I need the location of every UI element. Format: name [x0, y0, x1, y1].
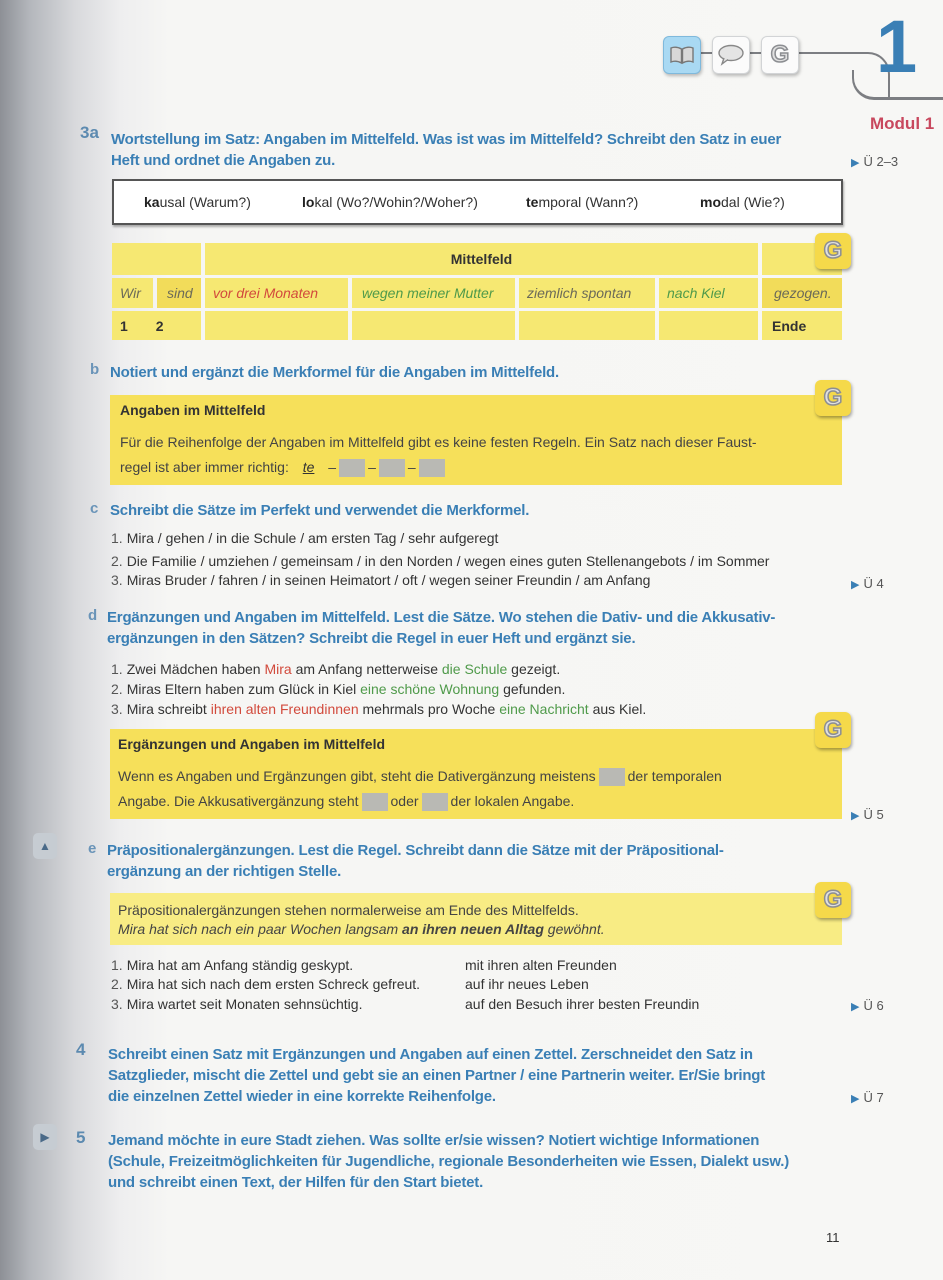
task-label-b: b [90, 361, 100, 378]
list-item: 1. Zwei Mädchen haben Mira am Anfang netterweise die Schule gezeigt. [111, 661, 561, 677]
play-triangle-icon: ▶ [851, 157, 860, 169]
adverbial-types-legend [112, 179, 843, 225]
list-item: 3. Mira wartet seit Monaten sehnsüchtig. [111, 996, 363, 1012]
table-cell [205, 311, 348, 340]
legend-lokal: lokal (Wo?/Wohin?/Woher?) [302, 194, 478, 210]
table-cell-end: Ende [762, 311, 842, 340]
grammar-badge-icon: G [815, 882, 851, 918]
table-cell-modal: ziemlich spontan [519, 278, 655, 308]
formula-line: regel ist aber immer richtig: te – – – [120, 459, 448, 477]
grammar-rule-box: Angaben im Mittelfeld Für die Reihenfolge der Angaben im Mittelfeld gibt es keine festen Regeln. Ein Satz nach dieser Faust- regel ist aber immer richtig: te – – – [110, 395, 842, 485]
table-cell [519, 311, 655, 340]
task-3b-title: Notiert und ergänzt die Merkformel für die Angaben im Mittelfeld. [110, 364, 559, 381]
rule-blank[interactable] [422, 793, 448, 811]
list-item: 2. Die Familie / umziehen / gemeinsam / in den Norden / wegen eines guten Stellenangebots / im Sommer [111, 553, 770, 569]
page-number: 11 [826, 1230, 840, 1245]
rule-blank[interactable] [599, 768, 625, 786]
task-label-e: e [88, 840, 97, 857]
grammar-badge-icon: G [815, 380, 851, 416]
list-item: 1. Mira hat am Anfang ständig geskypt. [111, 957, 354, 973]
formula-blank[interactable] [379, 459, 405, 477]
play-triangle-icon: ▶ [851, 1093, 860, 1105]
table-cell-lokal: nach Kiel [659, 278, 758, 308]
exercise-ref-link[interactable]: ▶ Ü 2–3 [851, 154, 899, 169]
table-cell [352, 311, 515, 340]
formula-answer-te: te [302, 459, 315, 475]
exercise-ref-link[interactable]: ▶ Ü 7 [851, 1090, 884, 1105]
list-item: 3. Miras Bruder / fahren / in seinen Heimatort / oft / wegen seiner Freundin / am Anfang [111, 572, 651, 588]
rule-blank[interactable] [362, 793, 388, 811]
task-3e-title: Präpositionalergänzungen. Lest die Regel. Schreibt dann die Sätze mit der Präpositional- ergänzung an der richtigen Stelle. [107, 842, 724, 880]
table-cell-kausal: wegen meiner Mutter [352, 278, 515, 308]
exercise-ref-link[interactable]: ▶ Ü 6 [851, 998, 884, 1013]
table-cell-position-1-2: 1 2 [112, 311, 201, 340]
chapter-number: 1 [876, 5, 918, 88]
list-item-prep: auf den Besuch ihrer besten Freundin [465, 996, 700, 1012]
table-header-mittelfeld: Mittelfeld [205, 243, 758, 275]
task-4-text: Schreibt einen Satz mit Ergänzungen und Angaben auf einen Zettel. Zerschneidet den Satz in Satzglieder, mischt die Zettel und gebt sie an einen Partner / eine Partnerin weiter. Er/Sie bringt die einzelnen Zettel wieder in eine korrekte Reihenfolge. [108, 1046, 766, 1105]
play-audio-icon[interactable]: ▶ [33, 1124, 57, 1150]
formula-blank[interactable] [339, 459, 365, 477]
book-icon[interactable] [663, 36, 701, 74]
task-label-5: 5 [76, 1128, 86, 1147]
legend-kausal: kausal (Warum?) [144, 194, 251, 210]
audio-track-icon[interactable]: ▲ [33, 833, 57, 859]
task-label-d: d [88, 607, 98, 624]
grammar-rule-box: Präpositionalergänzungen stehen normalerweise am Ende des Mittelfelds. Mira hat sich nach ein paar Wochen langsam an ihren neuen Alltag gewöhnt. [110, 893, 842, 945]
task-label-3a: 3a [80, 123, 99, 142]
table-cell: Wir [112, 278, 153, 308]
table-cell: gezogen. [762, 278, 842, 308]
grammar-rule-box: Ergänzungen und Angaben im Mittelfeld Wenn es Angaben und Ergänzungen gibt, steht die Dativergänzung meistens der temporalen Angabe. Die Akkusativergänzung steht oder der lokalen Angabe. [110, 729, 842, 819]
grammar-badge-icon: G [815, 233, 851, 269]
task-label-c: c [90, 500, 99, 517]
grammar-g-icon[interactable]: G [761, 36, 799, 74]
play-triangle-icon: ▶ [851, 810, 860, 822]
exercise-ref-link[interactable]: ▶ Ü 5 [851, 807, 884, 822]
list-item: 2. Miras Eltern haben zum Glück in Kiel eine schöne Wohnung gefunden. [111, 681, 566, 697]
list-item: 2. Mira hat sich nach dem ersten Schreck gefreut. [111, 976, 421, 992]
list-item: 3. Mira schreibt ihren alten Freundinnen mehrmals pro Woche eine Nachricht aus Kiel. [111, 701, 647, 717]
grammar-badge-icon: G [815, 712, 851, 748]
list-item: 1. Mira / gehen / in die Schule / am ersten Tag / sehr aufgeregt [111, 530, 499, 546]
list-item-prep: auf ihr neues Leben [465, 976, 589, 992]
task-5-text: Jemand möchte in eure Stadt ziehen. Was sollte er/sie wissen? Notiert wichtige Informationen (Schule, Freizeitmöglichkeiten für Jugendliche, regionale Besonderheiten wie Essen, Dialekt usw.) und schreibt einen Text, der Hilfen für den Start bietet. [108, 1132, 790, 1191]
legend-temporal: temporal (Wann?) [526, 194, 639, 210]
table-cell [659, 311, 758, 340]
table-cell-temporal: vor drei Monaten [205, 278, 348, 308]
speech-bubble-icon[interactable] [712, 36, 750, 74]
play-triangle-icon: ▶ [851, 579, 860, 591]
task-3d-title: Ergänzungen und Angaben im Mittelfeld. Lest die Sätze. Wo stehen die Dativ- und die Akkusativ- ergänzungen in den Sätzen? Schreibt die Regel in euer Heft und ergänzt sie. [107, 609, 776, 647]
list-item-prep: mit ihren alten Freunden [465, 957, 617, 973]
play-triangle-icon: ▶ [851, 1001, 860, 1013]
table-header-empty [112, 243, 201, 275]
task-3a-title: Wortstellung im Satz: Angaben im Mittelfeld. Was ist was im Mittelfeld? Schreibt den Satz in euer Heft und ordnet die Angaben zu. [111, 131, 782, 169]
exercise-ref-link[interactable]: ▶ Ü 4 [851, 576, 884, 591]
task-label-4: 4 [76, 1040, 86, 1059]
formula-blank[interactable] [419, 459, 445, 477]
table-cell: sind [157, 278, 201, 308]
legend-modal: modal (Wie?) [700, 194, 785, 210]
module-label: Modul 1 [870, 114, 935, 133]
task-3c-title: Schreibt die Sätze im Perfekt und verwendet die Merkformel. [110, 502, 530, 519]
